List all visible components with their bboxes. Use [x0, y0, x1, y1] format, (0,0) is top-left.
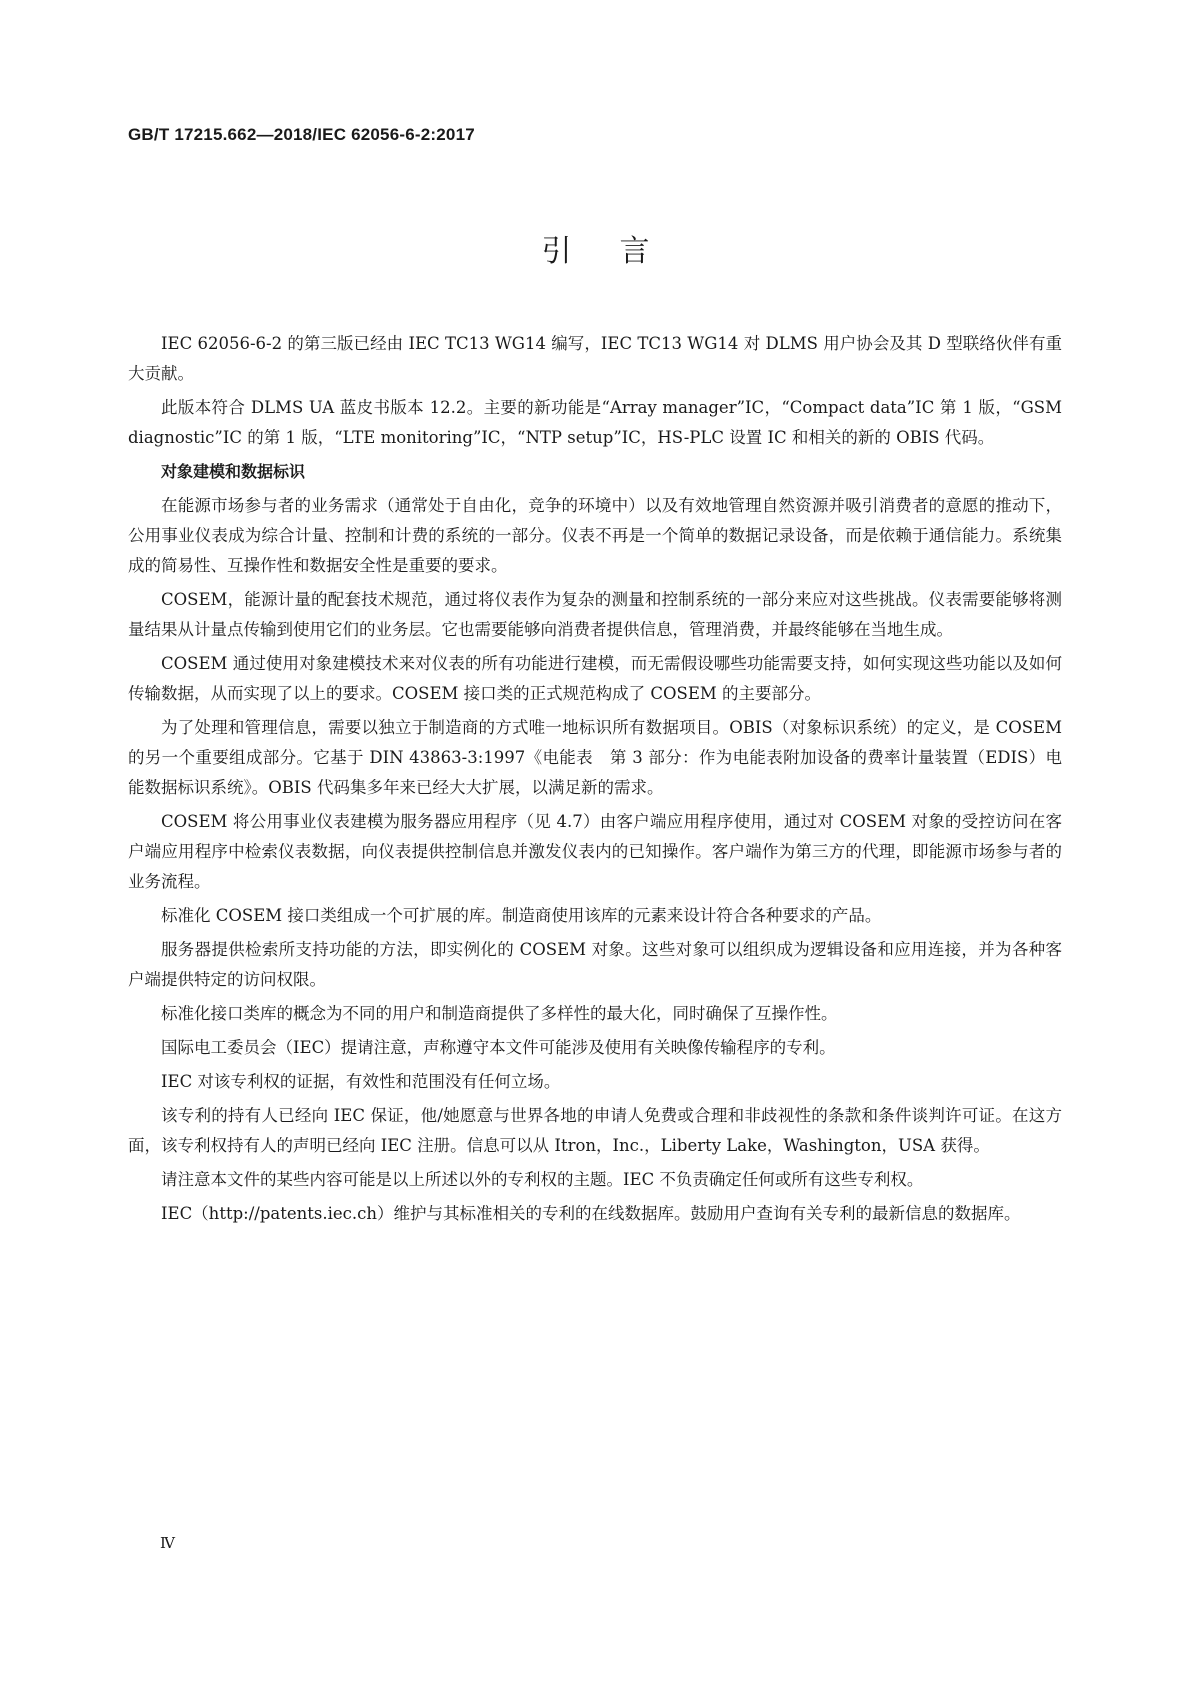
- paragraph-obis: 为了处理和管理信息，需要以独立于制造商的方式唯一地标识所有数据项目。OBIS（对象标识系统）的定义，是 COSEM 的另一个重要组成部分。它基于 DIN 43863-3:1997《电能表 第 3 部分：作为电能表附加设备的费率计量装置（EDIS）电能数据标识系统》。OBIS 代码集多年来已经大大扩展，以满足新的需求。: [128, 718, 1062, 797]
- paragraph-patent-database: IEC（http://patents.iec.ch）维护与其标准相关的专利的在线数据库。鼓励用户查询有关专利的最新信息的数据库。: [161, 1204, 1021, 1223]
- paragraph-patent-holder: 该专利的持有人已经向 IEC 保证，他/她愿意与世界各地的申请人免费或合理和非歧视性的条款和条件谈判许可证。在这方面，该专利权持有人的声明已经向 IEC 注册。信息可以从 Itron，Inc.，Liberty Lake，Washington，USA 获得。: [128, 1106, 1062, 1155]
- section-heading: 对象建模和数据标识: [161, 462, 306, 481]
- paragraph-cosem-challenges: COSEM，能源计量的配套技术规范，通过将仪表作为复杂的测量和控制系统的一部分来应对这些挑战。仪表需要能够将测量结果从计量点传输到使用它们的业务层。它也需要能够向消费者提供信息，管理消费，并最终能够在当地生成。: [128, 590, 1062, 639]
- page-title: 引言: [541, 234, 698, 269]
- paragraph-edition: IEC 62056-6-2 的第三版已经由 IEC TC13 WG14 编写，IEC TC13 WG14 对 DLMS 用户协会及其 D 型联络伙伴有重大贡献。: [128, 334, 1062, 383]
- paragraph-cosem-modelling: COSEM 通过使用对象建模技术来对仪表的所有功能进行建模，而无需假设哪些功能需要支持，如何实现这些功能以及如何传输数据，从而实现了以上的要求。COSEM 接口类的正式规范构成了 COSEM 的主要部分。: [128, 654, 1062, 703]
- paragraph-server-client: COSEM 将公用事业仪表建模为服务器应用程序（见 4.7）由客户端应用程序使用，通过对 COSEM 对象的受控访问在客户端应用程序中检索仪表数据，向仪表提供控制信息并激发仪表内的已知操作。客户端作为第三方的代理，即能源市场参与者的业务流程。: [128, 812, 1062, 891]
- paragraph-other-patents: 请注意本文件的某些内容可能是以上所述以外的专利权的主题。IEC 不负责确定任何或所有这些专利权。: [161, 1170, 924, 1189]
- paragraph-iec-position: IEC 对该专利权的证据，有效性和范围没有任何立场。: [161, 1072, 561, 1091]
- paragraph-interoperability: 标准化接口类库的概念为不同的用户和制造商提供了多样性的最大化，同时确保了互操作性。: [161, 1004, 838, 1023]
- standard-identifier: GB/T 17215.662—2018/IEC 62056-6-2:2017: [128, 125, 475, 144]
- page-number: Ⅳ: [160, 1534, 175, 1552]
- paragraph-server-objects: 服务器提供检索所支持功能的方法，即实例化的 COSEM 对象。这些对象可以组织成为逻辑设备和应用连接，并为各种客户端提供特定的访问权限。: [128, 940, 1062, 989]
- paragraph-market-needs: 在能源市场参与者的业务需求（通常处于自由化，竞争的环境中）以及有效地管理自然资源并吸引消费者的意愿的推动下，公用事业仪表成为综合计量、控制和计费的系统的一部分。仪表不再是一个简单的数据记录设备，而是依赖于通信能力。系统集成的简易性、互操作性和数据安全性是重要的要求。: [128, 496, 1062, 575]
- paragraph-interface-library: 标准化 COSEM 接口类组成一个可扩展的库。制造商使用该库的元素来设计符合各种要求的产品。: [161, 906, 882, 925]
- body-text: [128, 329, 1062, 1233]
- paragraph-patent-notice: 国际电工委员会（IEC）提请注意，声称遵守本文件可能涉及使用有关映像传输程序的专利。: [161, 1038, 836, 1057]
- paragraph-new-features: 此版本符合 DLMS UA 蓝皮书版本 12.2。主要的新功能是“Array manager”IC，“Compact data”IC 第 1 版，“GSM diagnostic”IC 的第 1 版，“LTE monitoring”IC，“NTP setup”IC，HS-PLC 设置 IC 和相关的新的 OBIS 代码。: [128, 398, 1062, 447]
